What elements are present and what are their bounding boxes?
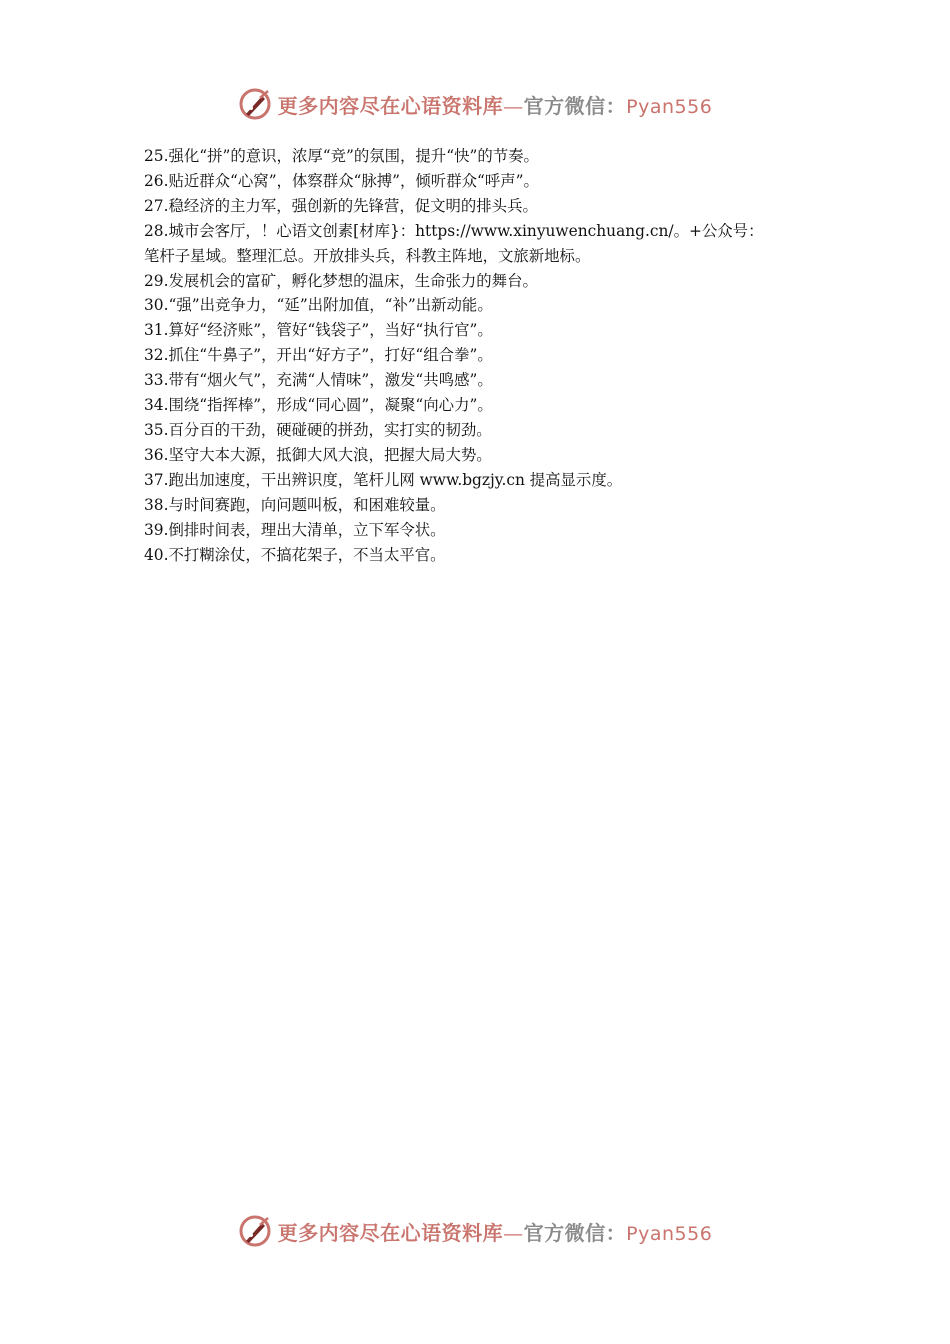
banner-wechat-id: Pyan556: [626, 1222, 713, 1245]
text-line: 33.带有“烟火气”，充满“人情味”，激发“共鸣感”。: [144, 371, 493, 390]
banner-wechat-label: 官方微信：: [523, 1220, 627, 1245]
footer-banner: [0, 1211, 950, 1251]
text-line: 36.坚守大本大源，抵御大风大浪，把握大局大势。: [144, 445, 492, 464]
text-line: 34.围绕“指挥棒”，形成“同心圆”，凝聚“向心力”。: [144, 396, 493, 415]
text-line: 笔杆子星域。整理汇总。开放排头兵，科教主阵地，文旅新地标。: [144, 246, 591, 265]
text-line: 25.强化“拼”的意识，浓厚“竞”的氛围，提升“快”的节奏。: [144, 147, 539, 165]
banner-text: [278, 1217, 713, 1246]
text-line: 28.城市会客厅，！心语文创素[材库}：https://www.xinyuwenchuang.cn/。+公众号：: [144, 221, 764, 240]
banner-dash: —: [503, 93, 524, 118]
pen-logo-icon: [238, 1214, 272, 1248]
text-line: 37.跑出加速度，干出辨识度，笔杆儿网 www.bgzjy.cn 提高显示度。: [144, 470, 623, 489]
pen-logo-icon: [238, 87, 272, 121]
text-line: 39.倒排时间表，理出大清单，立下军令状。: [144, 520, 446, 539]
banner-main-text: 更多内容尽在心语资料库: [277, 1220, 504, 1245]
text-line: 40.不打糊涂仗，不搞花架子，不当太平官。: [144, 545, 446, 564]
text-line: 38.与时间赛跑，向问题叫板，和困难较量。: [144, 495, 446, 514]
text-line: 30.“强”出竞争力，“延”出附加值，“补”出新动能。: [144, 296, 493, 315]
text-line: 35.百分百的干劲，硬碰硬的拼劲，实打实的韧劲。: [144, 420, 492, 439]
document-body: [144, 144, 824, 567]
text-line: 29.发展机会的富矿，孵化梦想的温床，生命张力的舞台。: [144, 271, 538, 290]
text-line: 26.贴近群众“心窝”，体察群众“脉搏”，倾听群众“呼声”。: [144, 171, 539, 190]
banner-dash: —: [503, 1220, 524, 1245]
text-line: 32.抓住“牛鼻子”，开出“好方子”，打好“组合拳”。: [144, 346, 493, 365]
header-banner: [0, 84, 950, 124]
banner-text: [278, 90, 713, 119]
banner-wechat-id: Pyan556: [626, 95, 713, 118]
text-line: 31.算好“经济账”，管好“钱袋子”，当好“执行官”。: [144, 321, 493, 340]
banner-main-text: 更多内容尽在心语资料库: [277, 93, 504, 118]
banner-wechat-label: 官方微信：: [523, 93, 627, 118]
text-line: 27.稳经济的主力军，强创新的先锋营，促文明的排头兵。: [144, 196, 538, 215]
